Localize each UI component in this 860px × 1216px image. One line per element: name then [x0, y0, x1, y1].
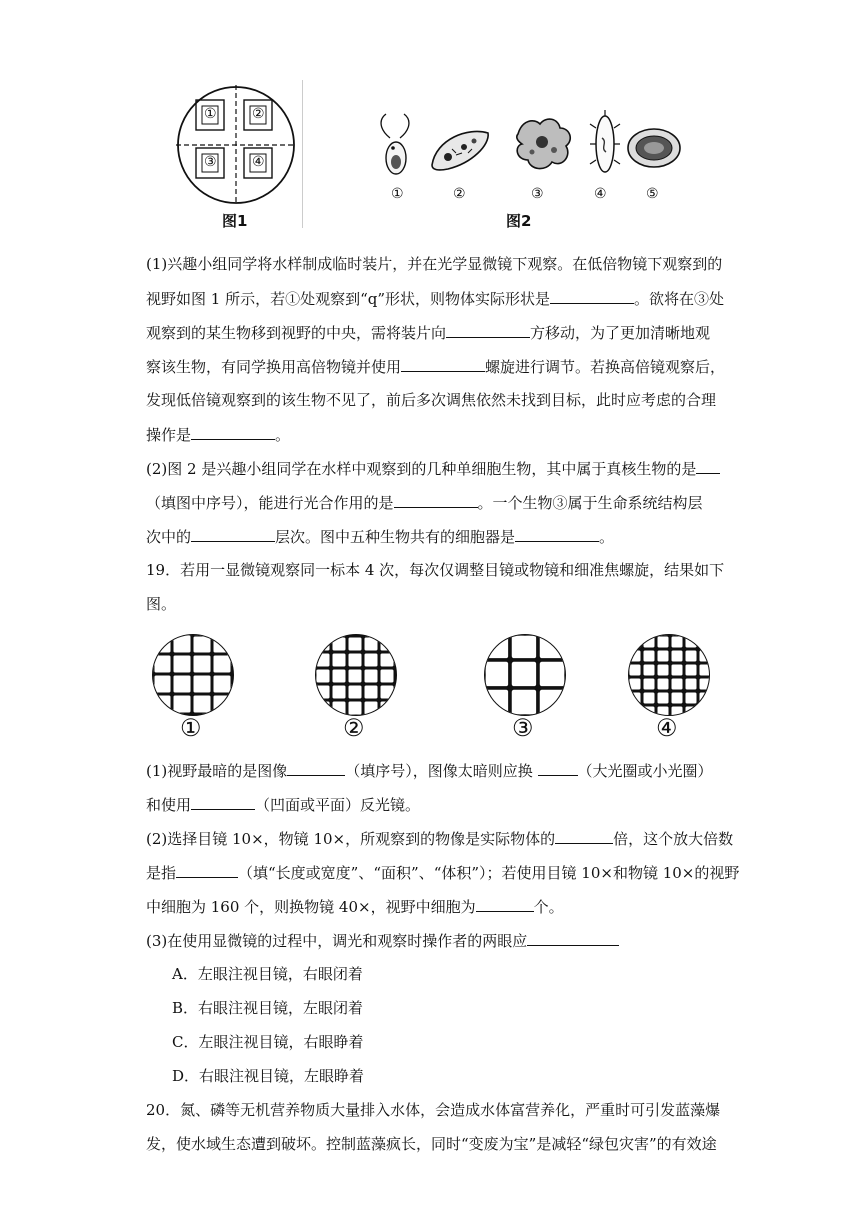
organism-3-label: ③: [531, 186, 544, 202]
fig1-quadrant-2: ②: [252, 106, 265, 122]
q19-option-c[interactable]: C．左眼注视目镜，右眼睁着: [172, 1033, 364, 1051]
organism-5-label: ⑤: [646, 186, 659, 202]
figure-divider: [302, 80, 303, 228]
q20-line1: 20．氮、磷等无机营养物质大量排入水体，会造成水体富营养化，严重时可引发蓝藻爆: [146, 1101, 721, 1119]
q18-part1-line3: 观察到的某生物移到视野的中央，需将装片向 方移动，为了更加清晰地观: [146, 324, 711, 342]
answer-blank[interactable]: [515, 526, 599, 542]
answer-blank[interactable]: [401, 356, 485, 372]
cell-field-4-label: ④: [656, 714, 678, 742]
q19-option-b[interactable]: B．右眼注视目镜，左眼闭着: [172, 999, 364, 1017]
answer-blank[interactable]: [191, 794, 255, 810]
q18-part1-line4: 察该生物，有同学换用高倍物镜并使用 螺旋进行调节。若换高倍镜观察后，: [146, 358, 726, 376]
q19-part1-line1: (1)视野最暗的是图像 （填序号），图像太暗则应换 （大光圈或小光圈）: [146, 762, 713, 780]
answer-blank[interactable]: [538, 760, 578, 776]
answer-blank[interactable]: [550, 288, 634, 304]
cell-field-2-label: ②: [343, 714, 365, 742]
answer-blank[interactable]: [176, 862, 238, 878]
organism-1-chlamydomonas-icon: [376, 110, 416, 180]
q18-part2-line2: （填图中序号），能进行光合作用的是 。一个生物③属于生命系统结构层: [146, 494, 703, 512]
q18-part2-line3: 次中的 层次。图中五种生物共有的细胞器是 。: [146, 528, 615, 546]
cell-field-3-label: ③: [512, 714, 534, 742]
q19-part2-line3: 中细胞为 160 个，则换物镜 40×，视野中细胞为 个。: [146, 898, 564, 916]
organism-3-amoeba-icon: [512, 114, 576, 174]
cell-field-3: [482, 632, 568, 718]
organism-2-paramecium-icon: [428, 125, 492, 173]
answer-blank[interactable]: [191, 424, 275, 440]
organism-2-label: ②: [453, 186, 466, 202]
answer-blank[interactable]: [191, 526, 275, 542]
answer-blank[interactable]: [696, 458, 720, 474]
fig1-quadrant-4: ④: [252, 154, 265, 170]
figure-1-field-of-view: [172, 82, 302, 212]
q18-part2-line1: (2)图 2 是兴趣小组同学在水样中观察到的几种单细胞生物，其中属于真核生物的是: [146, 458, 720, 479]
q19-option-a[interactable]: A．左眼注视目镜，右眼闭着: [172, 965, 363, 983]
q18-part1-line6: 操作是 。: [146, 426, 291, 444]
organism-4-label: ④: [594, 186, 607, 202]
q19-stem-line1: 19．若用一显微镜观察同一标本 4 次，每次仅调整目镜或物镜和细准焦螺旋，结果如下: [146, 561, 725, 579]
cell-field-1: [150, 632, 236, 718]
cell-field-2: [313, 632, 399, 718]
organism-5-cyanobacterium-icon: [626, 126, 682, 170]
organism-1-label: ①: [391, 186, 404, 202]
answer-blank[interactable]: [527, 930, 619, 946]
fig1-quadrant-3: ③: [204, 154, 217, 170]
q18-part1-line2: 视野如图 1 所示，若①处观察到“q”形状，则物体实际形状是 。欲将在③处: [146, 290, 725, 308]
answer-blank[interactable]: [476, 896, 534, 912]
q19-part3-line1: (3)在使用显微镜的过程中，调光和观察时操作者的两眼应: [146, 930, 619, 951]
q20-line2: 发，使水域生态遭到破坏。控制蓝藻疯长，同时“变废为宝”是减轻“绿包灾害”的有效途: [146, 1135, 717, 1153]
figure-1-caption: 图1: [222, 212, 248, 230]
answer-blank[interactable]: [446, 322, 530, 338]
organism-4-bacterium-icon: [588, 108, 622, 180]
answer-blank[interactable]: [555, 828, 613, 844]
q19-part1-line2: 和使用 （凹面或平面）反光镜。: [146, 796, 421, 814]
q18-part1-line1: (1)兴趣小组同学将水样制成临时装片，并在光学显微镜下观察。在低倍物镜下观察到的: [146, 255, 723, 273]
cell-field-1-label: ①: [180, 714, 202, 742]
q19-part2-line1: (2)选择目镜 10×，物镜 10×，所观察到的物像是实际物体的 倍，这个放大倍数: [146, 830, 734, 848]
q19-part2-line2: 是指 （填“长度或宽度”、“面积”、“体积”）；若使用目镜 10×和物镜 10×的视野: [146, 864, 740, 882]
q19-stem-line2: 图。: [146, 595, 177, 613]
figure-2-caption: 图2: [506, 212, 532, 230]
q18-part1-line5: 发现低倍镜观察到的该生物不见了，前后多次调焦依然未找到目标，此时应考虑的合理: [146, 391, 717, 409]
answer-blank[interactable]: [287, 760, 345, 776]
fig1-quadrant-1: ①: [204, 106, 217, 122]
answer-blank[interactable]: [394, 492, 478, 508]
cell-field-4: [626, 632, 712, 718]
q19-option-d[interactable]: D．右眼注视目镜，左眼睁着: [172, 1067, 365, 1085]
